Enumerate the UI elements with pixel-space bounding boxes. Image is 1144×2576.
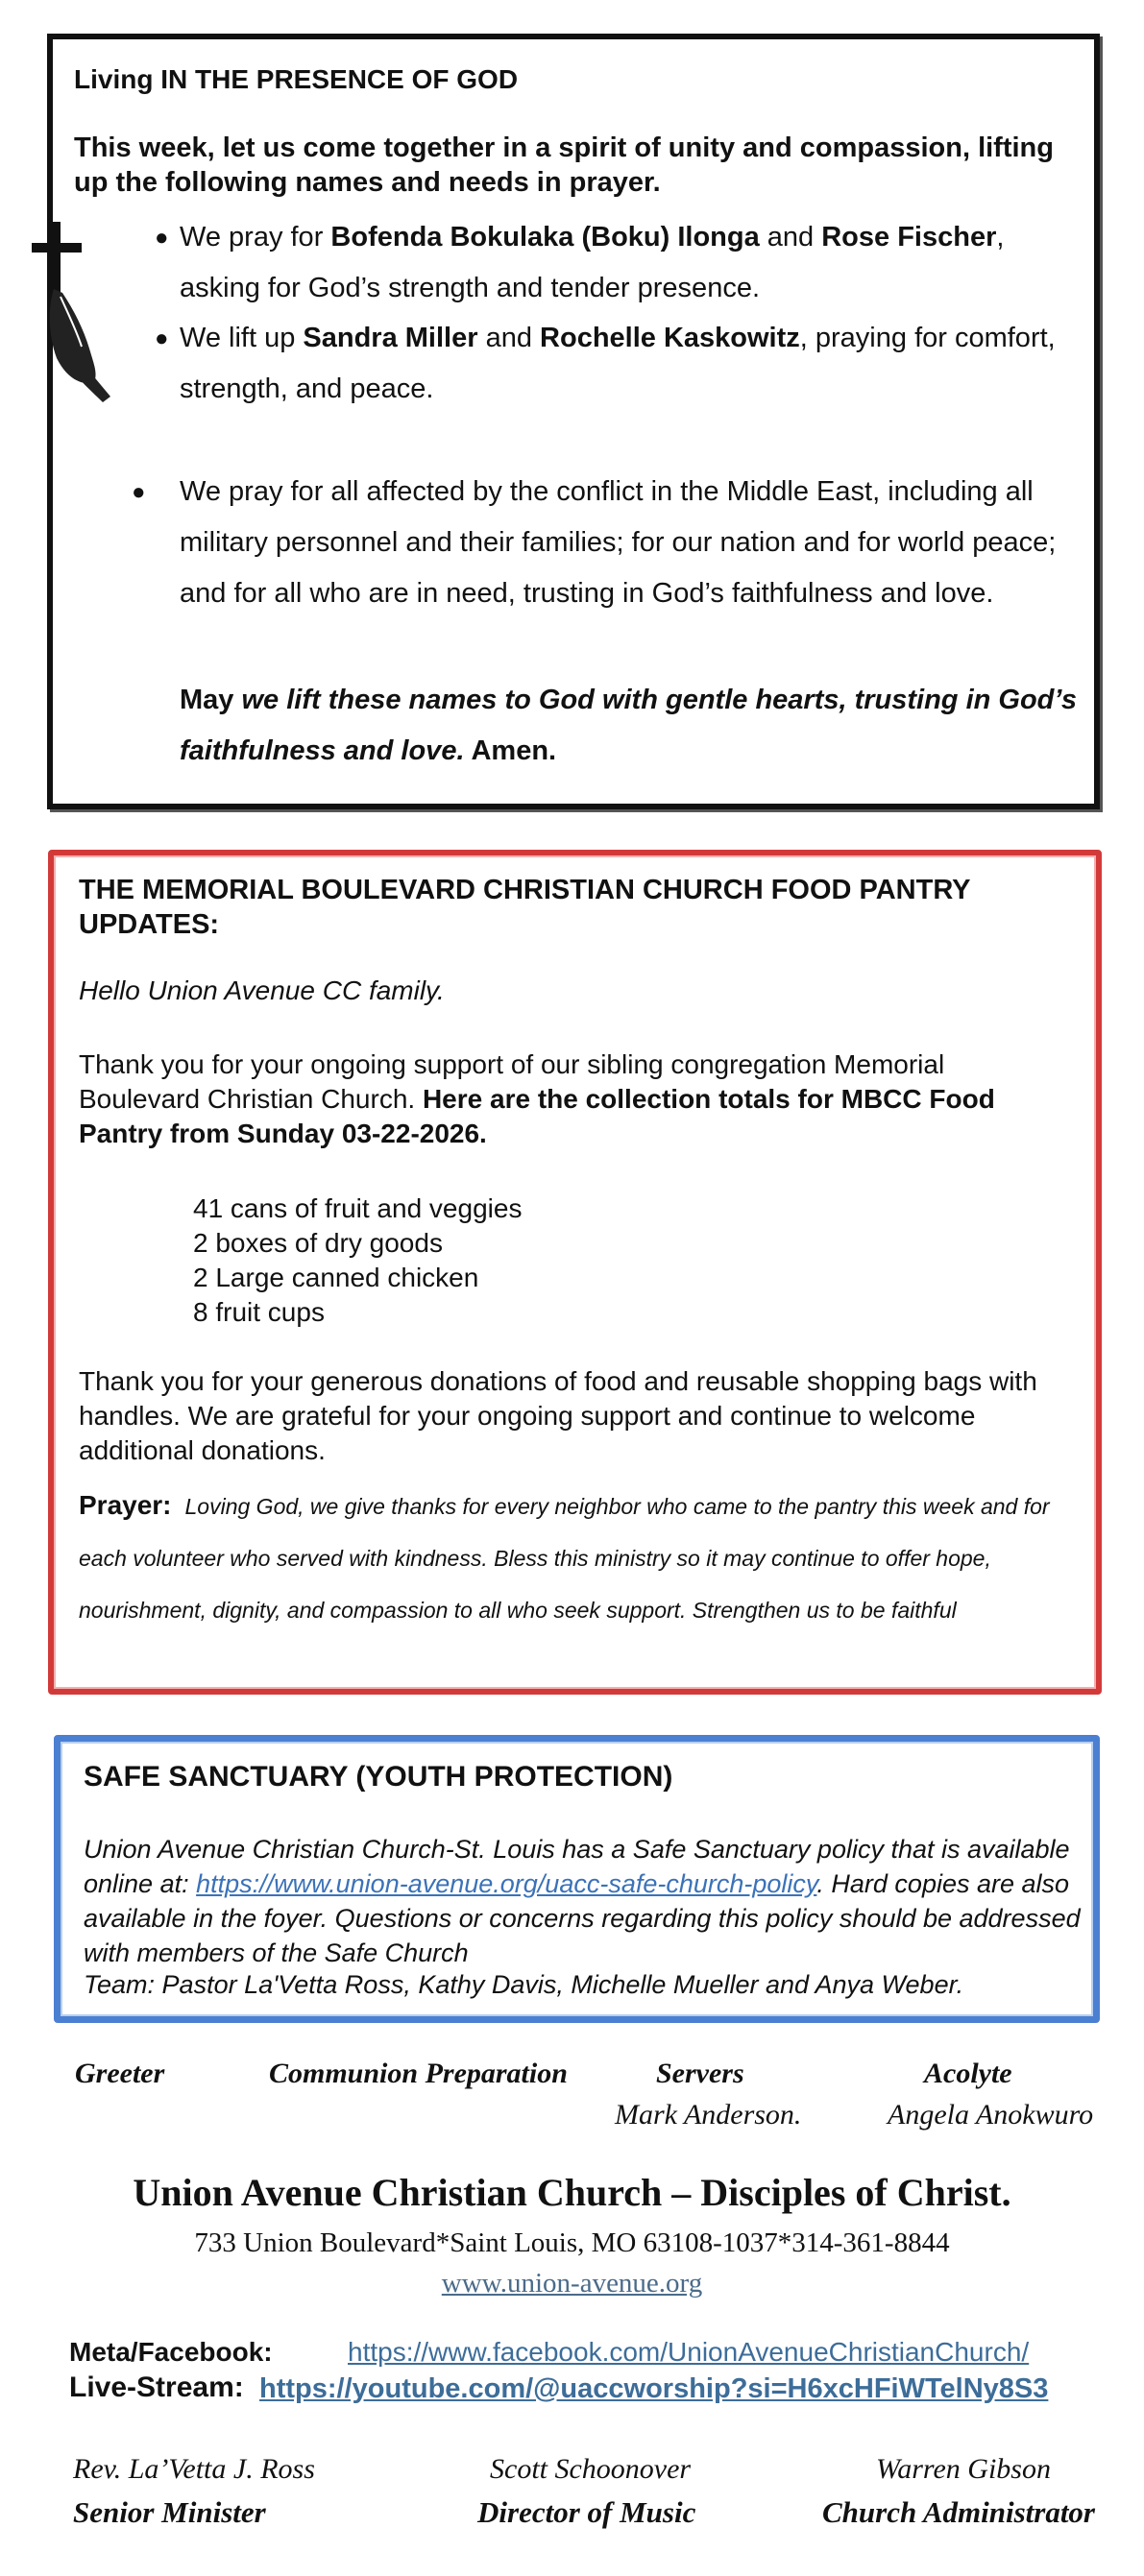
pantry-thanks: Thank you for your ongoing support of our sibling congregation Memorial Boulevard Christian Church. Here are the collection totals for MBCC Food Pantry from Sunday 03-22-2026. bbox=[79, 1049, 995, 1148]
staff-title: Director of Music bbox=[477, 2495, 696, 2529]
pantry-title: THE MEMORIAL BOULEVARD CHRISTIAN CHURCH FOOD PANTRY UPDATES: bbox=[79, 875, 970, 940]
bullet: ● bbox=[155, 225, 169, 251]
acolyte-name: Angela Anokwuro bbox=[888, 2099, 1094, 2131]
prayer-intro: This week, let us come together in a spirit of unity and compassion, lifting up the following names and needs in prayer. bbox=[74, 132, 1054, 198]
prayer-name: Rose Fischer bbox=[821, 222, 997, 253]
staff-title: Senior Minister bbox=[73, 2495, 266, 2529]
pantry-donations-text: Thank you for your generous donations of food and reusable shopping bags with handles. We are grateful for your ongoing support and continue to welcome additional donations. bbox=[79, 1366, 1037, 1465]
prayer-section bbox=[47, 34, 1100, 809]
praying-hands-cross-icon bbox=[22, 222, 118, 414]
staff-title: Church Administrator bbox=[822, 2495, 1095, 2529]
prayer-name: Bofenda Bokulaka (Boku) Ilonga bbox=[330, 222, 760, 253]
safe-sanctuary-title: SAFE SANCTUARY (YOUTH PROTECTION) bbox=[84, 1761, 673, 1793]
facebook-label: Meta/Facebook: bbox=[69, 2337, 273, 2367]
safe-sanctuary-section bbox=[54, 1735, 1100, 2023]
staff-name: Warren Gibson bbox=[876, 2453, 1051, 2485]
prayer-item: ● We pray for all affected by the conflict in the Middle East, including all military personnel and their families; for our nation and for world peace; and for all who are in need, trusting in God’s faithfulness and love. bbox=[180, 467, 1083, 619]
bullet: ● bbox=[132, 479, 146, 505]
role-servers: Servers bbox=[656, 2058, 744, 2089]
list-item: 41 cans of fruit and veggies bbox=[193, 1193, 523, 1223]
church-name: Union Avenue Christian Church – Disciples of Christ. bbox=[133, 2171, 1011, 2214]
role-communion: Communion Preparation bbox=[269, 2058, 568, 2089]
list-item: 2 boxes of dry goods bbox=[193, 1228, 443, 1258]
livestream-link[interactable]: https://youtube.com/@uaccworship?si=H6xcHFiWTelNy8S3 bbox=[259, 2373, 1049, 2404]
livestream-label: Live-Stream: bbox=[69, 2371, 244, 2403]
safe-sanctuary-body: Union Avenue Christian Church-St. Louis has a Safe Sanctuary policy that is available online at: https://www.union-avenue.org/uacc-safe-church-policy. Hard copies are also available in the foyer. Questions or concerns regarding this policy should be addressed with members of the Safe Church bbox=[84, 1835, 1081, 1967]
church-website-link[interactable]: www.union-avenue.org bbox=[441, 2268, 703, 2299]
staff-name: Scott Schoonover bbox=[490, 2453, 692, 2485]
pantry-prayer: Prayer: Loving God, we give thanks for every neighbor who came to the pantry this week and for each volunteer who served with kindness. Bless this ministry so it may continue to offer hope, nourishment, dignity, and compassion to all who seek support. Strengthen us to be faithful bbox=[79, 1490, 1050, 1623]
facebook-link[interactable]: https://www.facebook.com/UnionAvenueChristianChurch/ bbox=[348, 2337, 1030, 2367]
servers-name: Mark Anderson. bbox=[615, 2099, 802, 2131]
role-greeter: Greeter bbox=[75, 2058, 165, 2089]
prayer-title: Living IN THE PRESENCE OF GOD bbox=[74, 64, 519, 94]
staff-name: Rev. La’Vetta J. Ross bbox=[73, 2453, 315, 2485]
prayer-name: Rochelle Kaskowitz bbox=[540, 323, 800, 353]
role-acolyte: Acolyte bbox=[924, 2058, 1012, 2089]
safe-church-team: Team: Pastor La'Vetta Ross, Kathy Davis, Michelle Mueller and Anya Weber. bbox=[84, 1970, 964, 1999]
pantry-prayer-label: Prayer: bbox=[79, 1490, 172, 1520]
prayer-item: ● We lift up Sandra Miller and Rochelle Kaskowitz, praying for comfort, strength, and peace. bbox=[180, 313, 1083, 415]
church-address: 733 Union Boulevard*Saint Louis, MO 63108-1037*314-361-8844 bbox=[194, 2227, 950, 2258]
safe-church-policy-link[interactable]: https://www.union-avenue.org/uacc-safe-church-policy bbox=[196, 1869, 817, 1898]
pantry-greeting: Hello Union Avenue CC family. bbox=[79, 975, 445, 1005]
pantry-items-list bbox=[193, 1192, 522, 1330]
bullet: ● bbox=[155, 325, 169, 351]
list-item: 2 Large canned chicken bbox=[193, 1263, 479, 1292]
list-item: 8 fruit cups bbox=[193, 1297, 325, 1327]
prayer-item: ● We pray for Bofenda Bokulaka (Boku) Ilonga and Rose Fischer, asking for God’s strength and tender presence. bbox=[180, 212, 1083, 314]
prayer-closing: May we lift these names to God with gentle hearts, trusting in God’s faithfulness and love. Amen. bbox=[180, 685, 1078, 766]
food-pantry-section bbox=[48, 850, 1102, 1695]
prayer-name: Sandra Miller bbox=[303, 323, 478, 353]
